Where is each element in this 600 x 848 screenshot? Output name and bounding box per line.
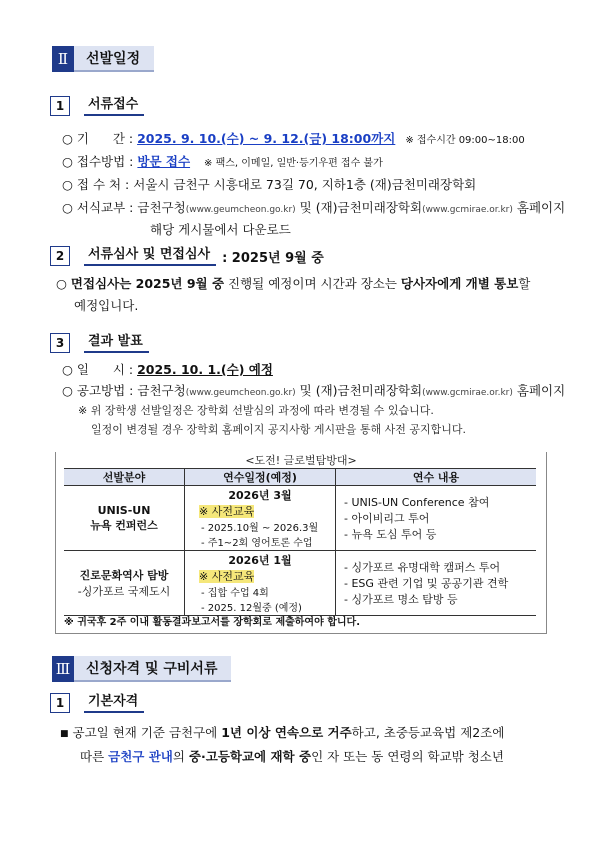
- bullet: ■: [60, 729, 69, 739]
- report-footnote: ※ 귀국후 2주 이내 활동결과보고서를 장학회로 제출하여야 합니다.: [64, 617, 361, 628]
- interview-paragraph-line2: 예정입니다.: [74, 298, 139, 313]
- row-label: 접 수 처 :: [76, 177, 130, 192]
- method-note: ※ 팩스, 이메일, 일반·등기우편 접수 불가: [204, 158, 383, 169]
- eligibility-paragraph-line2: [80, 748, 504, 766]
- schedule-cell: [185, 551, 336, 616]
- section-title: 선발일정: [74, 46, 154, 72]
- schedule-cell: [185, 486, 336, 551]
- schedule-change-note-1: ※ 위 장학생 선발일정은 장학회 선발심의 과정에 따라 변경될 수 있습니다.: [78, 404, 434, 417]
- bullet: ○: [56, 276, 67, 291]
- method-value: 방문 접수: [137, 154, 191, 169]
- interview-text: 진행될 예정이며 시간과 장소는: [224, 276, 401, 291]
- row-place: [62, 176, 476, 194]
- bullet: ○: [62, 362, 73, 377]
- subsection-results: [50, 333, 149, 353]
- field-name: 진로문화역사 탐방: [79, 569, 169, 582]
- interview-date-text: 면접심사는 2025년 9월 중: [70, 276, 225, 291]
- section-number: Ⅱ: [52, 46, 74, 72]
- program-caption: [56, 452, 546, 468]
- row-result-date: [62, 361, 273, 379]
- eligibility-paragraph: [60, 724, 504, 743]
- eligibility-text: 공고일 현재 기준 금천구에: [72, 725, 222, 740]
- schedule-line: - 2025.10월 ~ 2026.3월: [201, 523, 319, 534]
- subsection-number: 1: [50, 693, 70, 713]
- schedule-change-note-2: 일정이 변경될 경우 장학회 홈페이지 공지사항 게시판을 통해 사전 공지합니다.: [91, 423, 466, 436]
- content-line: - 싱가포르 유명대학 캠퍼스 투어: [344, 561, 501, 574]
- program-table: [64, 468, 536, 616]
- interview-text-end: 할: [518, 276, 531, 291]
- row-forms: [62, 199, 565, 219]
- schedule-date: 2026년 3월: [228, 489, 292, 502]
- announce-source-1: 금천구청: [137, 383, 186, 398]
- gcmirae-url-link[interactable]: (www.gcmirae.or.kr): [422, 388, 513, 398]
- announce-source-2: 및 (재)금천미래장학회: [295, 383, 423, 398]
- field-subname: -싱가포르 국제도시: [77, 585, 171, 598]
- residency-requirement: 1년 이상 연속으로 거주: [221, 725, 352, 740]
- subsection-title: 서류접수: [84, 96, 144, 116]
- field-cell: [64, 551, 185, 616]
- result-date-value: 2025. 10. 1.(수) 예정: [137, 362, 273, 377]
- caption-text: <도전! 글로벌탐방대>: [239, 454, 362, 467]
- section-header-schedule: [52, 46, 154, 72]
- table-row: [64, 551, 536, 616]
- row-period: [62, 130, 525, 150]
- forms-source-1: 금천구청: [137, 200, 186, 215]
- schedule-date: 2026년 1월: [228, 554, 292, 567]
- forms-download-note: 해당 게시물에서 다운로드: [150, 222, 291, 237]
- content-line: - 아이비리그 투어: [344, 512, 430, 525]
- bullet: ○: [62, 154, 73, 169]
- content-cell: [336, 486, 537, 551]
- subsection-document-submission: [50, 96, 144, 116]
- eligibility-text: 인 자 또는 동 연령의 학교밖 청소년: [311, 749, 504, 764]
- period-value: 2025. 9. 10.(수) ~ 9. 12.(금) 18:00까지: [137, 131, 396, 146]
- schedule-line: - 주1~2회 영어토론 수업: [201, 538, 313, 549]
- field-subname: 뉴욕 컨퍼런스: [90, 518, 158, 532]
- subsection-number: 3: [50, 333, 70, 353]
- individual-notice-text: 당사자에게 개별 통보: [400, 276, 519, 291]
- field-cell: [64, 486, 185, 551]
- pre-education-label: ※ 사전교육: [199, 570, 255, 583]
- bullet: ○: [62, 200, 73, 215]
- row-label: 일 시 :: [76, 362, 134, 377]
- subsection-title: 기본자격: [84, 693, 144, 713]
- place-value: 서울시 금천구 시흥대로 73길 70, 지하1층 (재)금천미래장학회: [133, 177, 477, 192]
- reception-hours-note: ※ 접수시간 09:00~18:00: [405, 135, 525, 146]
- announce-suffix: 홈페이지: [512, 383, 566, 398]
- subsection-title: 결과 발표: [84, 333, 149, 353]
- table-header-row: [64, 469, 536, 486]
- content-line: - UNIS-UN Conference 참여: [344, 496, 490, 509]
- bullet: ○: [62, 177, 73, 192]
- col-header-schedule: 연수일정(예정): [185, 469, 336, 486]
- row-method: [62, 153, 383, 173]
- subsection-screening: [50, 246, 324, 266]
- row-label: 서식교부 :: [76, 200, 134, 215]
- subsection-number: 1: [50, 96, 70, 116]
- col-header-field: 선발분야: [64, 469, 185, 486]
- row-label: 접수방법 :: [76, 154, 134, 169]
- subsection-title: 서류심사 및 면접심사: [84, 246, 216, 266]
- row-label: 공고방법 :: [76, 383, 134, 398]
- section-title: 신청자격 및 구비서류: [74, 656, 231, 682]
- content-line: - 뉴욕 도심 투어 등: [344, 528, 437, 541]
- subsection-number: 2: [50, 246, 70, 266]
- pre-education-label: ※ 사전교육: [199, 505, 255, 518]
- schedule-line: - 2025. 12월중 (예정): [201, 603, 302, 614]
- eligibility-text: 따른: [80, 749, 109, 764]
- bullet: ○: [62, 383, 73, 398]
- district-requirement: 금천구 관내: [108, 749, 173, 764]
- interview-paragraph: [56, 275, 530, 293]
- geumcheon-url-link[interactable]: (www.geumcheon.go.kr): [185, 205, 296, 215]
- eligibility-text: 의: [172, 749, 189, 764]
- screening-date: : 2025년 9월 중: [222, 250, 324, 266]
- col-header-content: 연수 내용: [336, 469, 537, 486]
- pre-education-title: [199, 503, 331, 519]
- table-row: [64, 486, 536, 551]
- field-name: UNIS-UN: [97, 503, 151, 517]
- forms-suffix: 홈페이지: [512, 200, 566, 215]
- eligibility-text: 하고, 초중등교육법 제2조에: [351, 725, 505, 740]
- pre-education-title: [199, 568, 331, 584]
- enrollment-requirement: 중·고등학교에 재학 중: [188, 749, 312, 764]
- row-label: 기 간 :: [76, 131, 134, 146]
- section-number: Ⅲ: [52, 656, 74, 682]
- geumcheon-url-link[interactable]: (www.geumcheon.go.kr): [185, 388, 296, 398]
- row-announce: [62, 382, 565, 402]
- bullet: ○: [62, 131, 73, 146]
- content-line: - 싱가포르 명소 탐방 등: [344, 593, 458, 606]
- subsection-basic-qualification: [50, 693, 144, 713]
- gcmirae-url-link[interactable]: (www.gcmirae.or.kr): [422, 205, 513, 215]
- forms-source-2: 및 (재)금천미래장학회: [295, 200, 423, 215]
- content-cell: [336, 551, 537, 616]
- program-table-box: [55, 452, 547, 634]
- section-header-eligibility: [52, 656, 231, 682]
- content-line: - ESG 관련 기업 및 공공기관 견학: [344, 577, 509, 590]
- schedule-line: - 집합 수업 4회: [201, 588, 269, 599]
